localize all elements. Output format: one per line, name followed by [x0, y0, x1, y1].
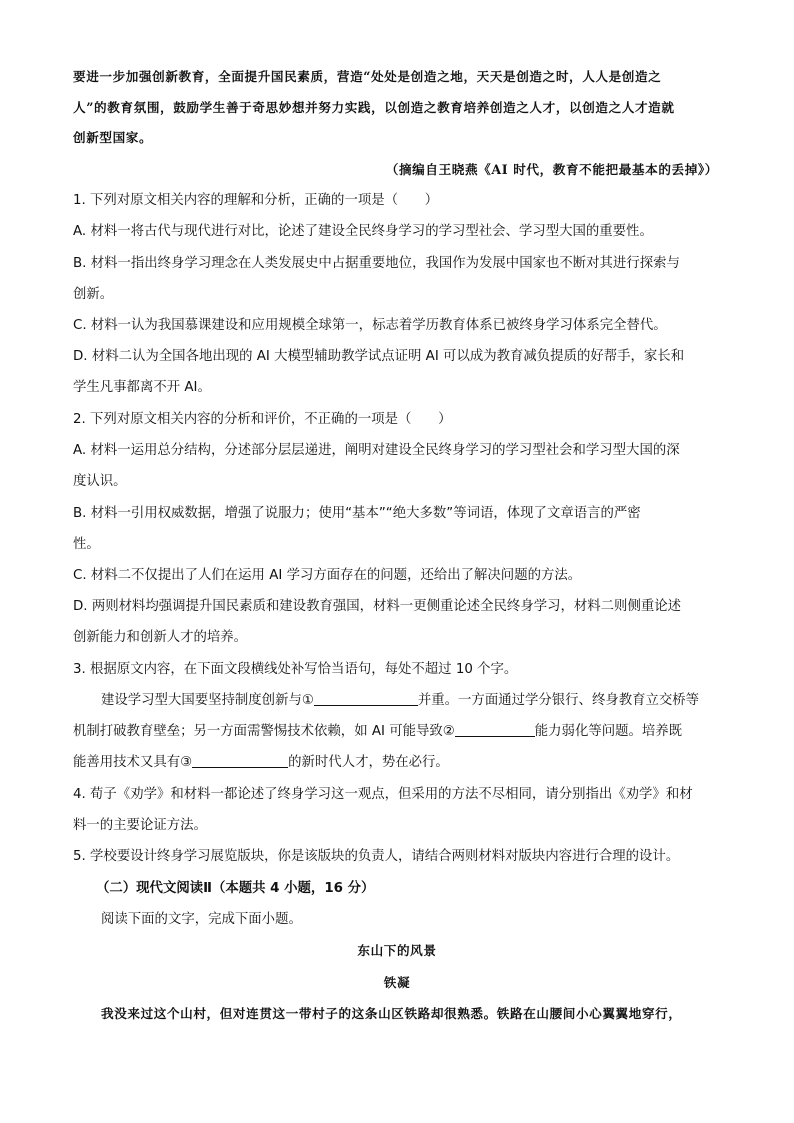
option-1b: B. 材料一指出终身学习理念在人类发展史中占据重要地位，我国作为发展中国家也不断对其进行探索与	[73, 256, 680, 271]
option-2b: B. 材料一引用权威数据，增强了说服力；使用“基本”“绝大多数”等词语，体现了文章语言的严密	[73, 506, 641, 521]
option-1d-cont: 学生凡事都离不开 AI。	[73, 380, 211, 395]
question-3: 3. 根据原文内容，在下面文段横线处补写恰当语句，每处不超过 10 个字。	[73, 662, 518, 677]
option-1d: D. 材料二认为全国各地出现的 AI 大模型辅助教学试点证明 AI 可以成为教育减负提质的好帮手，家长和	[73, 349, 685, 364]
paragraph-line: 人”的教育氛围，鼓励学生善于奇思妙想并努力实践，以创造之教育培养创造之人才，以创造之人才造就	[73, 100, 675, 115]
paragraph-line: 要进一步加强创新教育，全面提升国民素质，营造“处处是创造之地，天天是创造之时，人人是创造之	[73, 69, 662, 84]
section-heading: （二）现代文阅读Ⅱ（本题共 4 小题，16 分）	[96, 881, 375, 896]
question-3-passage-line	[73, 722, 682, 742]
passage-text: 能力弱化等问题。培养既	[534, 724, 683, 739]
option-2b-cont: 性。	[73, 537, 100, 552]
passage-text: 并重。一方面通过学分银行、终身教育立交桥等	[417, 693, 700, 708]
option-2d: D. 两则材料均强调提升国民素质和建设教育强国，材料一更侧重论述全民终身学习，材料二则侧重论述	[73, 599, 682, 614]
question-4-cont: 料一的主要论证方法。	[73, 818, 207, 833]
option-2c: C. 材料二不仅提出了人们在运用 AI 学习方面存在的问题，还给出了解决问题的方法。	[73, 568, 582, 583]
fill-blank-3[interactable]	[192, 753, 288, 768]
passage-text: 机制打破教育壁垒；另一方面需警惕技术依赖，如 AI 可能导致②	[73, 724, 455, 739]
passage-title: 东山下的风景	[357, 943, 437, 958]
passage-text: 的新时代人才，势在必行。	[288, 755, 449, 770]
option-2a: A. 材料一运用总分结构，分述部分层层递进，阐明对建设全民终身学习的学习型社会和学习型大国的深	[73, 443, 680, 458]
option-1c: C. 材料一认为我国慕课建设和应用规模全球第一，标志着学历教育体系已被终身学习体系完全替代。	[73, 318, 667, 333]
passage-text: 建设学习型大国要坚持制度创新与①	[101, 693, 314, 708]
question-2: 2. 下列对原文相关内容的分析和评价，不正确的一项是（ ）	[73, 412, 452, 427]
option-2a-cont: 度认识。	[73, 474, 127, 489]
option-1a: A. 材料一将古代与现代进行对比，论述了建设全民终身学习的学习型社会、学习型大国的重要性。	[73, 224, 653, 239]
section-instruction: 阅读下面的文字，完成下面小题。	[101, 912, 302, 927]
question-3-passage-line	[101, 691, 699, 711]
question-5: 5. 学校要设计终身学习展览版块，你是该版块的负责人，请结合两则材料对版块内容进行合理的设计。	[73, 849, 680, 864]
question-1: 1. 下列对原文相关内容的理解和分析，正确的一项是（ ）	[73, 193, 439, 208]
fill-blank-1[interactable]	[314, 691, 418, 706]
passage-body-line: 我没来过这个山村，但对连贯这一带村子的这条山区铁路却很熟悉。铁路在山腰间小心翼翼地穿行，	[101, 1006, 682, 1021]
option-2d-cont: 创新能力和创新人才的培养。	[73, 630, 248, 645]
fill-blank-2[interactable]	[455, 722, 535, 737]
passage-author: 铁凝	[383, 975, 411, 990]
question-3-passage-line	[73, 753, 449, 773]
passage-text: 能善用技术又具有③	[73, 755, 193, 770]
question-4: 4. 荀子《劝学》和材料一都论述了终身学习这一观点，但采用的方法不尽相同，请分别指出《劝学》和材	[73, 787, 693, 802]
paragraph-line: 创新型国家。	[73, 130, 153, 145]
option-1b-cont: 创新。	[73, 287, 114, 302]
source-citation: （摘编自王晓燕《AI 时代，教育不能把最基本的丢掉》）	[385, 162, 718, 177]
